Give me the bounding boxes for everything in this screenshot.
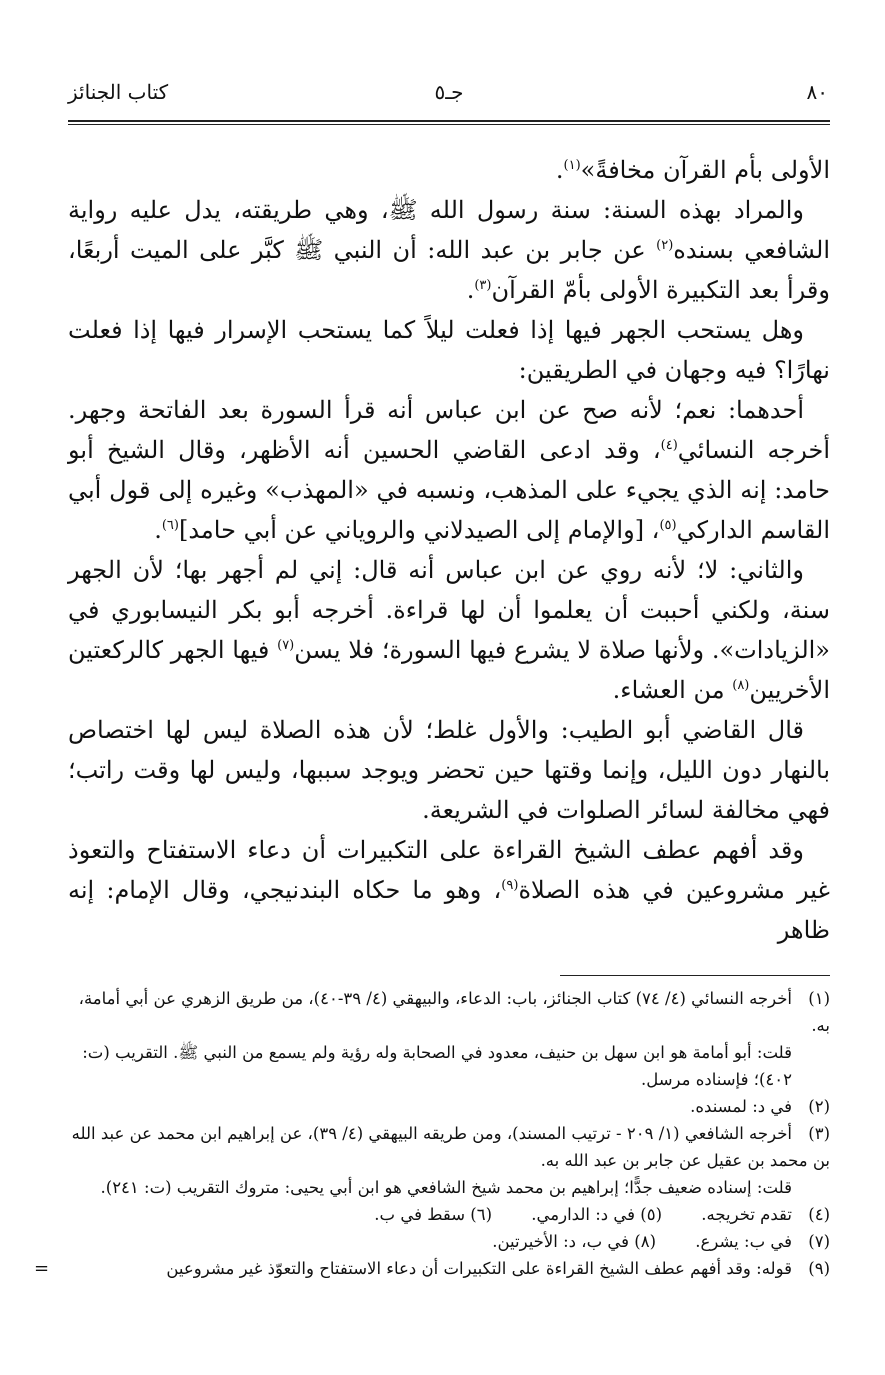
footnote-ref[interactable]: (٢) [656, 238, 674, 253]
footnote-continuation: قلت: إسناده ضعيف جدًّا؛ إبراهيم بن محمد شيخ الشافعي هو ابن أبي يحيى: متروك التقريب (ت: ٢٤١). [100, 1178, 792, 1197]
continuation-mark: = [34, 1258, 50, 1279]
paragraph: والثاني: لا؛ لأنه روي عن ابن عباس أنه قال: إني لم أجهر بها؛ لأن الجهر سنة، ولكني أحببت أن يعلموا أن لها قراءة. أخرجه أبو بكر النيسابوري في «الزيادات». ولأنها صلاة لا يشرع فيها السورة؛ فلا يسن$^{(٧)}$ فيها الجهر كالركعتين الأخريين$^{(٨)}$ من العشاء. [68, 556, 830, 704]
page-number: ٨٠ [806, 80, 828, 104]
main-text [68, 150, 830, 950]
header-rule-thin [68, 124, 830, 125]
volume-label: جـ٥ [434, 80, 464, 104]
footnote-separator [560, 975, 830, 976]
paragraph: الأولى بأم القرآن مخافةً»$^{(١)}$. [555, 156, 830, 184]
running-title: كتاب الجنائز [68, 80, 169, 104]
footnote: (٩)قوله: وقد أفهم عطف الشيخ القراءة على التكبيرات أن دعاء الاستفتاح والتعوّذ غير مشروعين = [68, 1255, 830, 1282]
footnote-ref[interactable]: (٩) [501, 878, 519, 893]
paragraph: وقد أفهم عطف الشيخ القراءة على التكبيرات أن دعاء الاستفتاح والتعوذ غير مشروعين في هذه الصلاة$^{(٩)}$، وهو ما حكاه البندنيجي، وقال الإمام: إنه ظاهر [68, 836, 830, 944]
footnote-continuation: قلت: أبو أمامة هو ابن سهل بن حنيف، معدود في الصحابة وله رؤية ولم يسمع من النبي ﷺ. التقريب (ت: ٤٠٢)؛ فإسناده مرسل. [82, 1043, 792, 1089]
header-rule [68, 120, 830, 122]
footnote-ref[interactable]: (٤) [660, 438, 678, 453]
footnote: (١)أخرجه النسائي (٤/ ٧٤) كتاب الجنائز، باب: الدعاء، والبيهقي (٤/ ٣٩-٤٠)، من طريق الزهري عن أبي أمامة، به. [78, 989, 830, 1035]
footnote: (٢)في د: لمسنده. [690, 1097, 830, 1116]
footnote-ref[interactable]: (٦) [161, 518, 179, 533]
page-header [68, 70, 830, 106]
footnote: (٣)أخرجه الشافعي (١/ ٢٠٩ - ترتيب المسند)، ومن طريقه البيهقي (٤/ ٣٩)، عن إبراهيم ابن محمد عن عبد الله بن محمد بن عقيل عن جابر بن عبد الله به. [71, 1124, 830, 1170]
paragraph: والمراد بهذه السنة: سنة رسول الله ﷺ، وهي طريقته، يدل عليه رواية الشافعي بسنده$^{(٢)}$ عن جابر بن عبد الله: أن النبي ﷺ كبَّر على الميت أربعًا، وقرأ بعد التكبيرة الأولى بأمّ القرآن$^{(٣)}$. [68, 196, 831, 304]
footnote-ref[interactable]: (٧) [277, 638, 295, 653]
footnote-row: (٧)في ب: يشرع. (٨) في ب، د: الأخيرتين. [492, 1232, 830, 1251]
footnotes [34, 985, 830, 1282]
footnote-ref[interactable]: (٥) [659, 518, 677, 533]
footnote-ref[interactable]: (١) [563, 158, 581, 173]
footnote-row: (٤)تقدم تخريجه. (٥) في د: الدارمي. (٦) سقط في ب. [374, 1205, 830, 1224]
paragraph: وهل يستحب الجهر فيها إذا فعلت ليلاً كما يستحب الإسرار فيها إذا فعلت نهارًا؟ فيه وجهان في الطريقين: [68, 316, 830, 384]
footnote-ref[interactable]: (٨) [732, 678, 750, 693]
footnote-ref[interactable]: (٣) [474, 278, 492, 293]
paragraph: أحدهما: نعم؛ لأنه صح عن ابن عباس أنه قرأ السورة بعد الفاتحة وجهر. أخرجه النسائي$^{(٤)}$، وقد ادعى القاضي الحسين أنه الأظهر، وقال الشيخ أبو حامد: إنه الذي يجيء على المذهب، ونسبه في «المهذب» وغيره إلى قول أبي القاسم الداركي$^{(٥)}$، [والإمام إلى الصيدلاني والروياني عن أبي حامد]$^{(٦)}$. [68, 396, 830, 544]
paragraph: قال القاضي أبو الطيب: والأول غلط؛ لأن هذه الصلاة ليس لها اختصاص بالنهار دون الليل، وإنما وقتها حين تحضر ويوجد سببها، وليس لها وقت راتب؛ فهي مخالفة لسائر الصلوات في الشريعة. [68, 716, 830, 824]
page [34, 70, 831, 1375]
